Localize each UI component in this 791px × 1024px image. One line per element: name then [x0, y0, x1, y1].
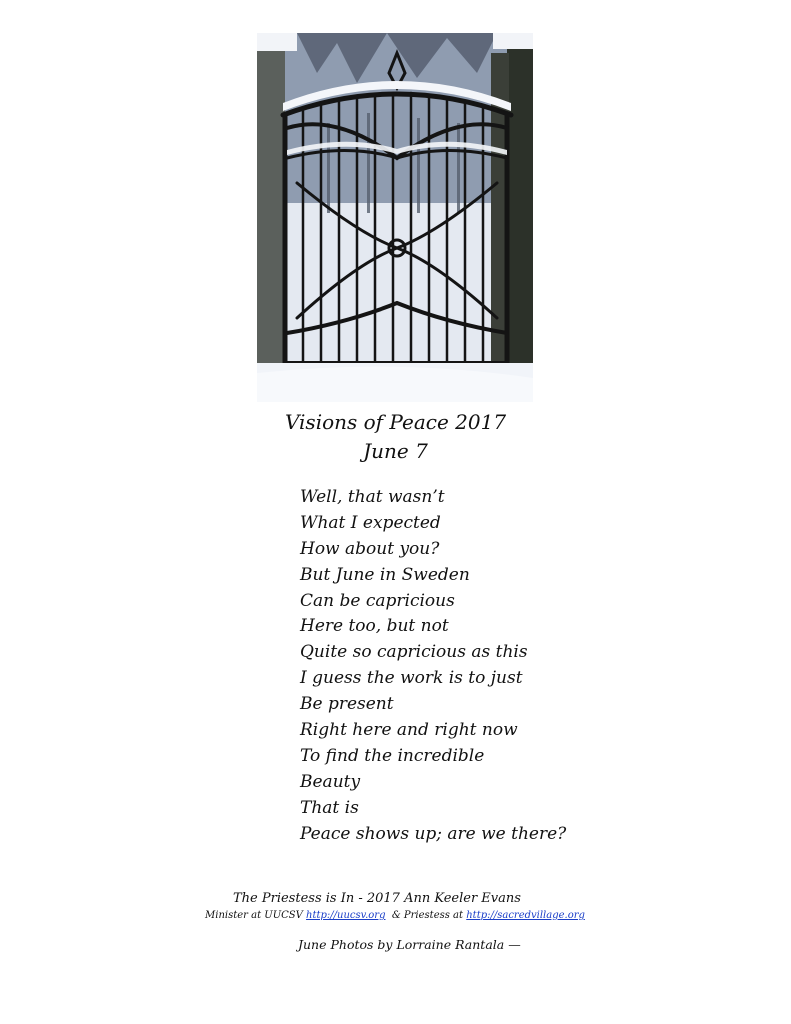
poem-line: Well, that wasn’t: [300, 487, 445, 507]
affiliation-line: [205, 910, 585, 921]
poem-line: Peace shows up; are we there?: [300, 823, 567, 844]
poem-body: [300, 485, 566, 847]
poem-line: Right here and right now: [300, 720, 518, 741]
poem-line: I guess the work is to just: [300, 668, 523, 689]
poem-line: But June in Sweden: [300, 564, 470, 585]
sacredvillage-link[interactable]: http://sacredvillage.org: [466, 910, 585, 921]
poem-line: What I expected: [300, 512, 441, 533]
poem-title: Visions of Peace 2017: [284, 410, 507, 434]
author-credit: The Priestess is In - 2017 Ann Keeler Evans: [233, 891, 521, 906]
poem-date: June 7: [363, 439, 428, 463]
poem-line: To find the incredible: [300, 745, 485, 766]
poem-line: Beauty: [300, 771, 361, 792]
minister-label: Minister at UUCSV: [205, 910, 303, 921]
poem-line: Here too, but not: [300, 616, 449, 637]
photo-credit: June Photos by Lorraine Rantala —: [298, 937, 521, 952]
poem-line: That is: [300, 797, 359, 818]
poem-line: How about you?: [300, 538, 440, 559]
gate-illustration: [257, 33, 533, 402]
poem-line: Quite so capricious as this: [300, 642, 528, 663]
poem-line: Be present: [300, 694, 394, 715]
gate-photo: [257, 33, 533, 402]
poem-line: Can be capricious: [300, 590, 455, 611]
priestess-label: & Priestess at: [391, 910, 464, 921]
uucsv-link[interactable]: http://uucsv.org: [306, 910, 386, 921]
